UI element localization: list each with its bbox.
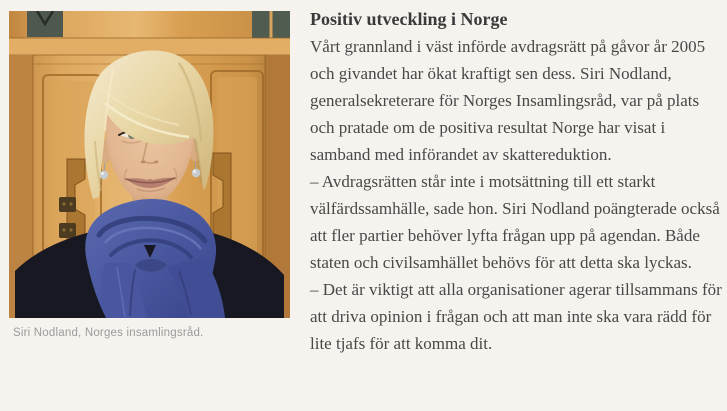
article-paragraph: Vårt grannland i väst införde avdragsrätt på gåvor år 2005 och givandet har ökat kraftigt sen dess. Siri Nodland, generalsekreterare för Norges Insamlingsråd, var på plats och pratade om de positiva resultat Norge har visat i samband med införandet av skattereduktion.: [310, 37, 706, 164]
article-heading: Positiv utveckling i Norge: [310, 9, 508, 29]
portrait-image: [9, 11, 290, 318]
portrait-photo: [9, 11, 290, 318]
article-paragraph: – Det är viktigt att alla organisationer agerar tillsammans för att driva opinion i frågan och att man inte ska vara rädd för lite tjafs för att komma dit.: [310, 280, 722, 353]
article-body: [310, 6, 726, 357]
photo-caption: Siri Nodland, Norges insamlingsråd.: [13, 327, 204, 339]
article-paragraph: – Avdragsrätten står inte i motsättning till ett starkt välfärdssamhälle, sade hon. Siri Nodland poängterade också att fler partier behöver lyfta frågan upp på agendan. Både staten och civilsamhället behövs för att detta ska lyckas.: [310, 172, 720, 272]
